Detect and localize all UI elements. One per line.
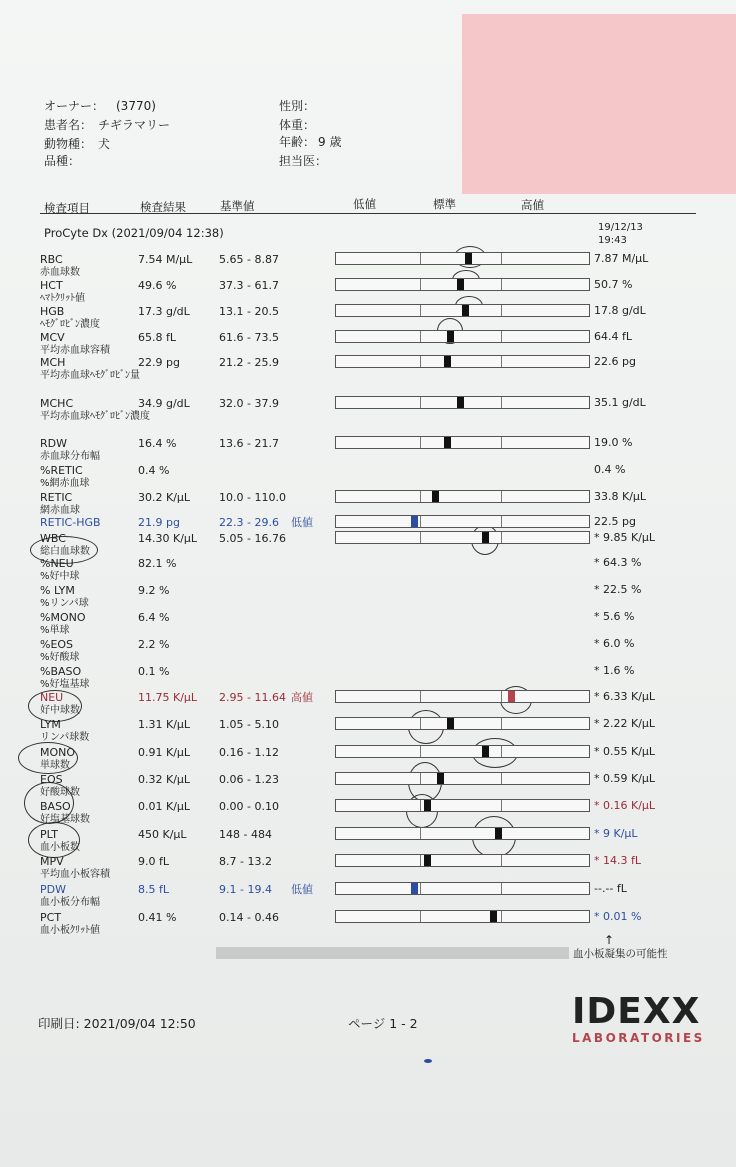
range-divider bbox=[501, 279, 502, 290]
result-marker bbox=[508, 691, 515, 702]
row-code: %BASO bbox=[40, 665, 82, 678]
row-code: RETIC-HGB bbox=[40, 516, 101, 529]
row-result: 7.54 M/μL bbox=[138, 253, 193, 266]
row-range: 32.0 - 37.9 bbox=[219, 397, 279, 410]
row-previous: * 14.3 fL bbox=[594, 854, 641, 867]
row-previous: * 9.85 K/μL bbox=[594, 531, 656, 544]
result-marker bbox=[424, 855, 431, 866]
row-range: 61.6 - 73.5 bbox=[219, 331, 279, 344]
row-code: MONO bbox=[40, 746, 76, 759]
row-range: 0.00 - 0.10 bbox=[219, 800, 279, 813]
range-divider bbox=[420, 718, 421, 729]
row-result: 0.91 K/μL bbox=[138, 746, 191, 759]
print-date: 印刷日: 2021/09/04 12:50 bbox=[38, 1016, 196, 1031]
row-result: 450 K/μL bbox=[138, 828, 187, 841]
col-reference: 基準値 bbox=[220, 199, 255, 213]
row-jp-name: 赤血球数 bbox=[40, 267, 80, 278]
row-previous: * 6.33 K/μL bbox=[594, 690, 656, 703]
row-result: 14.30 K/μL bbox=[138, 532, 198, 545]
result-marker bbox=[437, 773, 444, 784]
range-divider bbox=[501, 253, 502, 264]
row-jp-name: %網赤血球 bbox=[40, 478, 90, 489]
row-previous: 19.0 % bbox=[594, 436, 633, 449]
row-jp-name: ﾍﾏﾄｸﾘｯﾄ値 bbox=[40, 293, 85, 304]
row-result: 21.9 pg bbox=[138, 516, 180, 529]
col-result: 検査結果 bbox=[140, 200, 186, 214]
row-result: 9.2 % bbox=[138, 584, 170, 597]
range-divider bbox=[420, 253, 421, 264]
comment-band bbox=[216, 947, 569, 959]
range-bar bbox=[335, 396, 590, 409]
range-divider bbox=[501, 911, 502, 922]
range-divider bbox=[501, 746, 502, 757]
idexx-logo-sub: LABORATORIES bbox=[572, 1031, 705, 1045]
result-marker bbox=[482, 746, 489, 757]
range-divider bbox=[420, 279, 421, 290]
row-code: PCT bbox=[40, 911, 62, 924]
row-range: 8.7 - 13.2 bbox=[219, 855, 272, 868]
row-result: 65.8 fL bbox=[138, 331, 176, 344]
section-title: ProCyte Dx (2021/09/04 12:38) bbox=[44, 226, 224, 240]
result-marker bbox=[462, 305, 469, 316]
row-code: MPV bbox=[40, 855, 64, 868]
species-value: 犬 bbox=[98, 137, 111, 151]
page-number: ページ 1 - 2 bbox=[348, 1016, 418, 1031]
row-result: 0.1 % bbox=[138, 665, 170, 678]
row-code: % LYM bbox=[40, 584, 75, 597]
range-bar bbox=[335, 490, 590, 503]
row-range: 10.0 - 110.0 bbox=[219, 491, 286, 504]
row-jp-name: 血小板分布幅 bbox=[40, 897, 100, 908]
col-item: 検査項目 bbox=[44, 201, 90, 215]
range-divider bbox=[420, 331, 421, 342]
row-previous: * 0.55 K/μL bbox=[594, 745, 656, 758]
row-previous: --.-- fL bbox=[594, 882, 627, 895]
range-divider bbox=[501, 437, 502, 448]
row-code: %RETIC bbox=[40, 464, 83, 477]
range-divider bbox=[501, 718, 502, 729]
note-text: 血小板凝集の可能性 bbox=[573, 948, 668, 960]
range-bar bbox=[335, 278, 590, 291]
range-bar bbox=[335, 436, 590, 449]
row-range: 5.05 - 16.76 bbox=[219, 532, 286, 545]
row-jp-name: %好酸球 bbox=[40, 652, 80, 663]
row-code: BASO bbox=[40, 800, 71, 813]
row-jp-name: リンパ球数 bbox=[40, 732, 90, 743]
row-jp-name: %リンパ球 bbox=[40, 598, 89, 609]
note-arrow: ↑ bbox=[604, 933, 615, 947]
row-code: HGB bbox=[40, 305, 65, 318]
row-jp-name: 好中球数 bbox=[40, 705, 80, 716]
row-previous: * 5.6 % bbox=[594, 610, 635, 623]
row-result: 34.9 g/dL bbox=[138, 397, 190, 410]
row-jp-name: 平均赤血球容積 bbox=[40, 345, 110, 356]
prev-time: 19:43 bbox=[598, 235, 627, 246]
row-range: 0.06 - 1.23 bbox=[219, 773, 279, 786]
row-previous: * 9 K/μL bbox=[594, 827, 638, 840]
row-result: 22.9 pg bbox=[138, 356, 180, 369]
range-bar bbox=[335, 531, 590, 544]
row-code: WBC bbox=[40, 532, 66, 545]
row-previous: * 22.5 % bbox=[594, 583, 642, 596]
row-code: MCHC bbox=[40, 397, 74, 410]
row-code: RETIC bbox=[40, 491, 73, 504]
row-previous: * 1.6 % bbox=[594, 664, 635, 677]
range-divider bbox=[420, 397, 421, 408]
row-code: MCH bbox=[40, 356, 66, 369]
range-bar bbox=[335, 355, 590, 368]
range-divider bbox=[420, 491, 421, 502]
col-high: 高値 bbox=[521, 198, 544, 212]
row-jp-name: 血小板数 bbox=[40, 842, 80, 853]
header-rule bbox=[40, 213, 696, 214]
row-flag: 低値 bbox=[291, 516, 313, 529]
row-previous: 7.87 M/μL bbox=[594, 252, 649, 265]
row-code: PDW bbox=[40, 883, 66, 896]
owner-label: オーナー： bbox=[44, 99, 105, 113]
doctor-label: 担当医： bbox=[279, 154, 328, 168]
row-code: %NEU bbox=[40, 557, 74, 570]
row-code: PLT bbox=[40, 828, 58, 841]
range-divider bbox=[501, 516, 502, 527]
range-divider bbox=[420, 828, 421, 839]
sex-label: 性別： bbox=[279, 99, 316, 113]
age-value: 9 歳 bbox=[318, 135, 342, 149]
row-previous: 22.5 pg bbox=[594, 515, 636, 528]
row-code: MCV bbox=[40, 331, 65, 344]
range-divider bbox=[501, 773, 502, 784]
row-range: 9.1 - 19.4 bbox=[219, 883, 272, 896]
row-result: 82.1 % bbox=[138, 557, 177, 570]
result-marker bbox=[444, 437, 451, 448]
row-result: 0.32 K/μL bbox=[138, 773, 191, 786]
row-code: %EOS bbox=[40, 638, 74, 651]
row-previous: * 64.3 % bbox=[594, 556, 642, 569]
sticky-note bbox=[462, 14, 736, 194]
row-range: 0.16 - 1.12 bbox=[219, 746, 279, 759]
row-jp-name: 血小板ｸﾘｯﾄ値 bbox=[40, 925, 100, 936]
row-previous: 35.1 g/dL bbox=[594, 396, 646, 409]
range-divider bbox=[420, 855, 421, 866]
patient-label: 患者名： bbox=[44, 118, 93, 132]
row-code: HCT bbox=[40, 279, 63, 292]
row-code: RBC bbox=[40, 253, 63, 266]
range-bar bbox=[335, 515, 590, 528]
idexx-logo: IDEXX bbox=[572, 991, 701, 1032]
row-jp-name: 平均血小板容積 bbox=[40, 869, 110, 880]
row-result: 9.0 fL bbox=[138, 855, 169, 868]
range-divider bbox=[501, 800, 502, 811]
row-range: 1.05 - 5.10 bbox=[219, 718, 279, 731]
row-jp-name: %好中球 bbox=[40, 571, 80, 582]
row-jp-name: 好酸球数 bbox=[40, 787, 80, 798]
row-code: EOS bbox=[40, 773, 63, 786]
row-range: 148 - 484 bbox=[219, 828, 272, 841]
range-bar bbox=[335, 882, 590, 895]
row-result: 1.31 K/μL bbox=[138, 718, 191, 731]
result-marker bbox=[411, 883, 418, 894]
row-result: 8.5 fL bbox=[138, 883, 169, 896]
row-range: 13.1 - 20.5 bbox=[219, 305, 279, 318]
range-divider bbox=[420, 773, 421, 784]
row-result: 16.4 % bbox=[138, 437, 177, 450]
row-range: 2.95 - 11.64 bbox=[219, 691, 286, 704]
row-previous: 22.6 pg bbox=[594, 355, 636, 368]
row-result: 0.4 % bbox=[138, 464, 170, 477]
range-divider bbox=[420, 356, 421, 367]
range-divider bbox=[420, 883, 421, 894]
range-bar bbox=[335, 745, 590, 758]
range-bar bbox=[335, 252, 590, 265]
result-marker bbox=[490, 911, 497, 922]
row-result: 0.41 % bbox=[138, 911, 177, 924]
row-result: 17.3 g/dL bbox=[138, 305, 190, 318]
row-jp-name: 網赤血球 bbox=[40, 505, 80, 516]
row-jp-name: 好塩基球数 bbox=[40, 814, 90, 825]
row-jp-name: %好塩基球 bbox=[40, 679, 90, 690]
row-range: 0.14 - 0.46 bbox=[219, 911, 279, 924]
ink-dot bbox=[424, 1059, 432, 1063]
range-divider bbox=[420, 516, 421, 527]
range-divider bbox=[420, 691, 421, 702]
row-previous: * 0.16 K/μL bbox=[594, 799, 656, 812]
range-bar bbox=[335, 799, 590, 812]
row-code: NEU bbox=[40, 691, 64, 704]
range-bar bbox=[335, 330, 590, 343]
row-range: 13.6 - 21.7 bbox=[219, 437, 279, 450]
range-divider bbox=[501, 397, 502, 408]
range-bar bbox=[335, 304, 590, 317]
result-marker bbox=[465, 253, 472, 264]
row-result: 30.2 K/μL bbox=[138, 491, 191, 504]
row-code: RDW bbox=[40, 437, 67, 450]
range-divider bbox=[501, 691, 502, 702]
row-range: 21.2 - 25.9 bbox=[219, 356, 279, 369]
range-divider bbox=[501, 855, 502, 866]
range-divider bbox=[501, 305, 502, 316]
row-flag: 低値 bbox=[291, 883, 313, 896]
weight-label: 体重： bbox=[279, 118, 316, 132]
row-jp-name: %単球 bbox=[40, 625, 70, 636]
range-divider bbox=[501, 356, 502, 367]
range-bar bbox=[335, 772, 590, 785]
row-result: 49.6 % bbox=[138, 279, 177, 292]
range-bar bbox=[335, 717, 590, 730]
row-previous: 17.8 g/dL bbox=[594, 304, 646, 317]
row-result: 2.2 % bbox=[138, 638, 170, 651]
age-label: 年齢： bbox=[279, 135, 316, 149]
result-marker bbox=[432, 491, 439, 502]
result-marker bbox=[444, 356, 451, 367]
range-divider bbox=[420, 911, 421, 922]
breed-label: 品種： bbox=[44, 154, 81, 168]
range-bar bbox=[335, 827, 590, 840]
row-flag: 高値 bbox=[291, 691, 313, 704]
row-result: 11.75 K/μL bbox=[138, 691, 198, 704]
range-bar bbox=[335, 910, 590, 923]
result-marker bbox=[424, 800, 431, 811]
result-marker bbox=[447, 331, 454, 342]
row-code: %MONO bbox=[40, 611, 86, 624]
result-marker bbox=[457, 397, 464, 408]
row-previous: * 2.22 K/μL bbox=[594, 717, 656, 730]
result-marker bbox=[482, 532, 489, 543]
row-jp-name: 赤血球分布幅 bbox=[40, 451, 100, 462]
result-marker bbox=[495, 828, 502, 839]
row-previous: * 6.0 % bbox=[594, 637, 635, 650]
range-divider bbox=[420, 746, 421, 757]
row-previous: * 0.59 K/μL bbox=[594, 772, 656, 785]
row-jp-name: 平均赤血球ﾍﾓｸﾞﾛﾋﾞﾝ量 bbox=[40, 370, 140, 381]
row-range: 5.65 - 8.87 bbox=[219, 253, 279, 266]
range-divider bbox=[501, 331, 502, 342]
col-low: 低値 bbox=[353, 197, 376, 211]
row-result: 0.01 K/μL bbox=[138, 800, 191, 813]
row-previous: 50.7 % bbox=[594, 278, 633, 291]
row-jp-name: 単球数 bbox=[40, 760, 70, 771]
row-jp-name: ﾍﾓｸﾞﾛﾋﾞﾝ濃度 bbox=[40, 319, 100, 330]
row-range: 37.3 - 61.7 bbox=[219, 279, 279, 292]
result-marker bbox=[411, 516, 418, 527]
range-divider bbox=[420, 532, 421, 543]
row-range: 22.3 - 29.6 bbox=[219, 516, 279, 529]
row-jp-name: 総白血球数 bbox=[40, 546, 90, 557]
range-bar bbox=[335, 854, 590, 867]
patient-value: チギラマリー bbox=[98, 118, 171, 132]
row-jp-name: 平均赤血球ﾍﾓｸﾞﾛﾋﾞﾝ濃度 bbox=[40, 411, 150, 422]
owner-value: (3770) bbox=[116, 99, 156, 113]
row-previous: 64.4 fL bbox=[594, 330, 632, 343]
row-previous: 0.4 % bbox=[594, 463, 626, 476]
result-marker bbox=[457, 279, 464, 290]
row-previous: 33.8 K/μL bbox=[594, 490, 647, 503]
result-marker bbox=[447, 718, 454, 729]
col-normal: 標準 bbox=[433, 197, 456, 211]
row-result: 6.4 % bbox=[138, 611, 170, 624]
range-bar bbox=[335, 690, 590, 703]
range-divider bbox=[420, 437, 421, 448]
range-divider bbox=[501, 532, 502, 543]
range-divider bbox=[420, 305, 421, 316]
range-divider bbox=[501, 883, 502, 894]
species-label: 動物種： bbox=[44, 137, 93, 151]
range-divider bbox=[420, 800, 421, 811]
range-divider bbox=[501, 491, 502, 502]
prev-date: 19/12/13 bbox=[598, 222, 643, 233]
row-code: LYM bbox=[40, 718, 61, 731]
row-previous: * 0.01 % bbox=[594, 910, 642, 923]
